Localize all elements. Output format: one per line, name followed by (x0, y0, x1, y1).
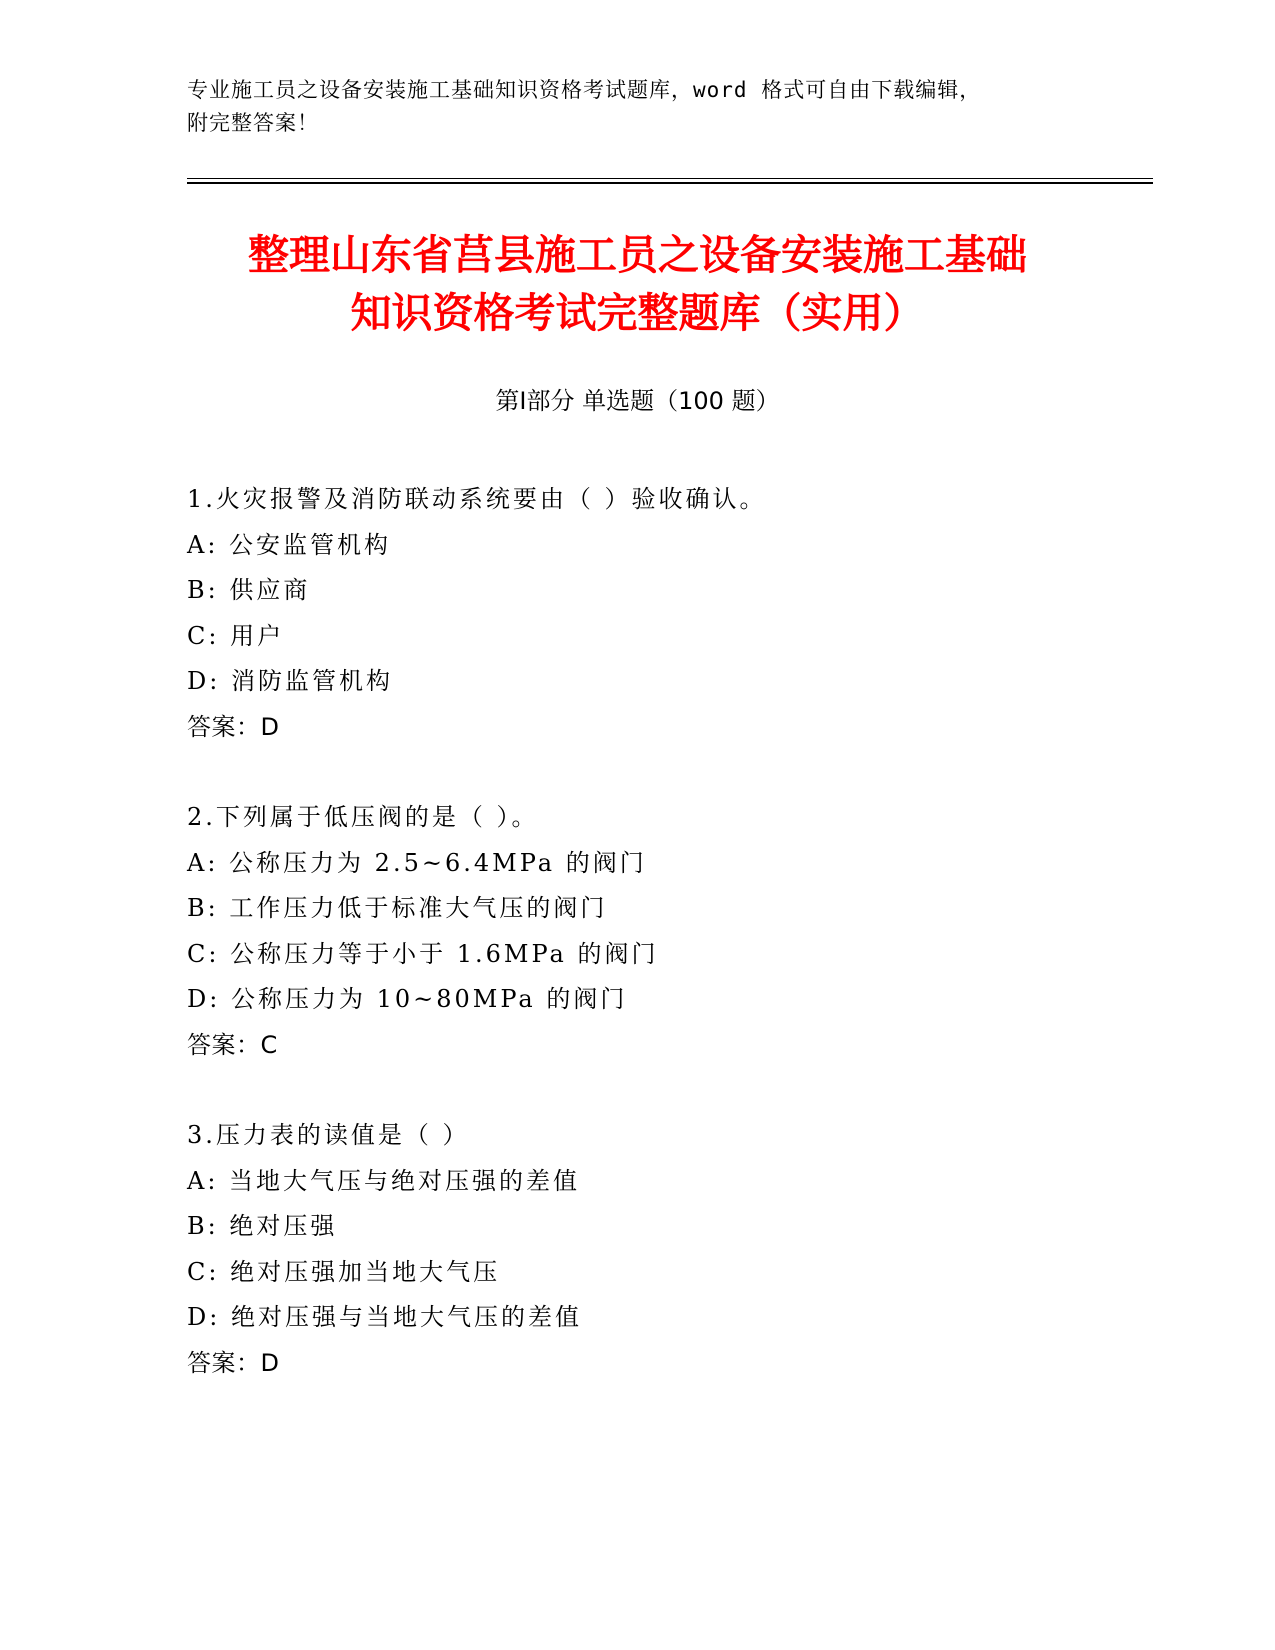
option-b: B: 供应商 (187, 576, 311, 605)
answer-line: 答案：D (187, 1348, 280, 1377)
answer-line: 答案：C (187, 1030, 278, 1059)
option-a: A: 当地大气压与绝对压强的差值 (187, 1166, 581, 1195)
option-c: C: 绝对压强加当地大气压 (187, 1257, 501, 1286)
question-stem: 2.下列属于低压阀的是（ ）。 (187, 803, 539, 831)
question-block (187, 477, 1087, 751)
document-title-line-1: 整理山东省莒县施工员之设备安装施工基础 (248, 231, 1027, 279)
option-c: C: 公称压力等于小于 1.6MPa 的阀门 (187, 939, 659, 968)
document-title (150, 226, 1125, 342)
option-a: A: 公称压力为 2.5~6.4MPa 的阀门 (187, 848, 647, 877)
answer-line: 答案：D (187, 712, 280, 741)
section-title: 第Ⅰ部分 单选题（100 题） (495, 387, 780, 415)
option-c: C: 用户 (187, 621, 285, 650)
option-a: A: 公安监管机构 (187, 530, 392, 559)
header-note-line-2: 附完整答案！ (187, 111, 319, 135)
header-note-line-1: 专业施工员之设备安装施工基础知识资格考试题库，word 格式可自由下载编辑， (187, 78, 982, 102)
question-block (187, 1113, 1087, 1387)
header-divider-thin (187, 178, 1153, 179)
option-d: D: 绝对压强与当地大气压的差值 (187, 1303, 582, 1332)
option-d: D: 消防监管机构 (187, 667, 393, 696)
header-note (187, 74, 1067, 140)
option-d: D: 公称压力为 10~80MPa 的阀门 (187, 985, 628, 1014)
question-stem: 3.压力表的读值是（ ） (187, 1121, 470, 1149)
option-b: B: 工作压力低于标准大气压的阀门 (187, 894, 608, 923)
question-block (187, 795, 1087, 1069)
question-stem: 1.火灾报警及消防联动系统要由（ ）验收确认。 (187, 485, 767, 513)
option-b: B: 绝对压强 (187, 1212, 338, 1241)
header-divider-thick (187, 182, 1153, 184)
document-title-line-2: 知识资格考试完整题库（实用） (350, 289, 925, 337)
